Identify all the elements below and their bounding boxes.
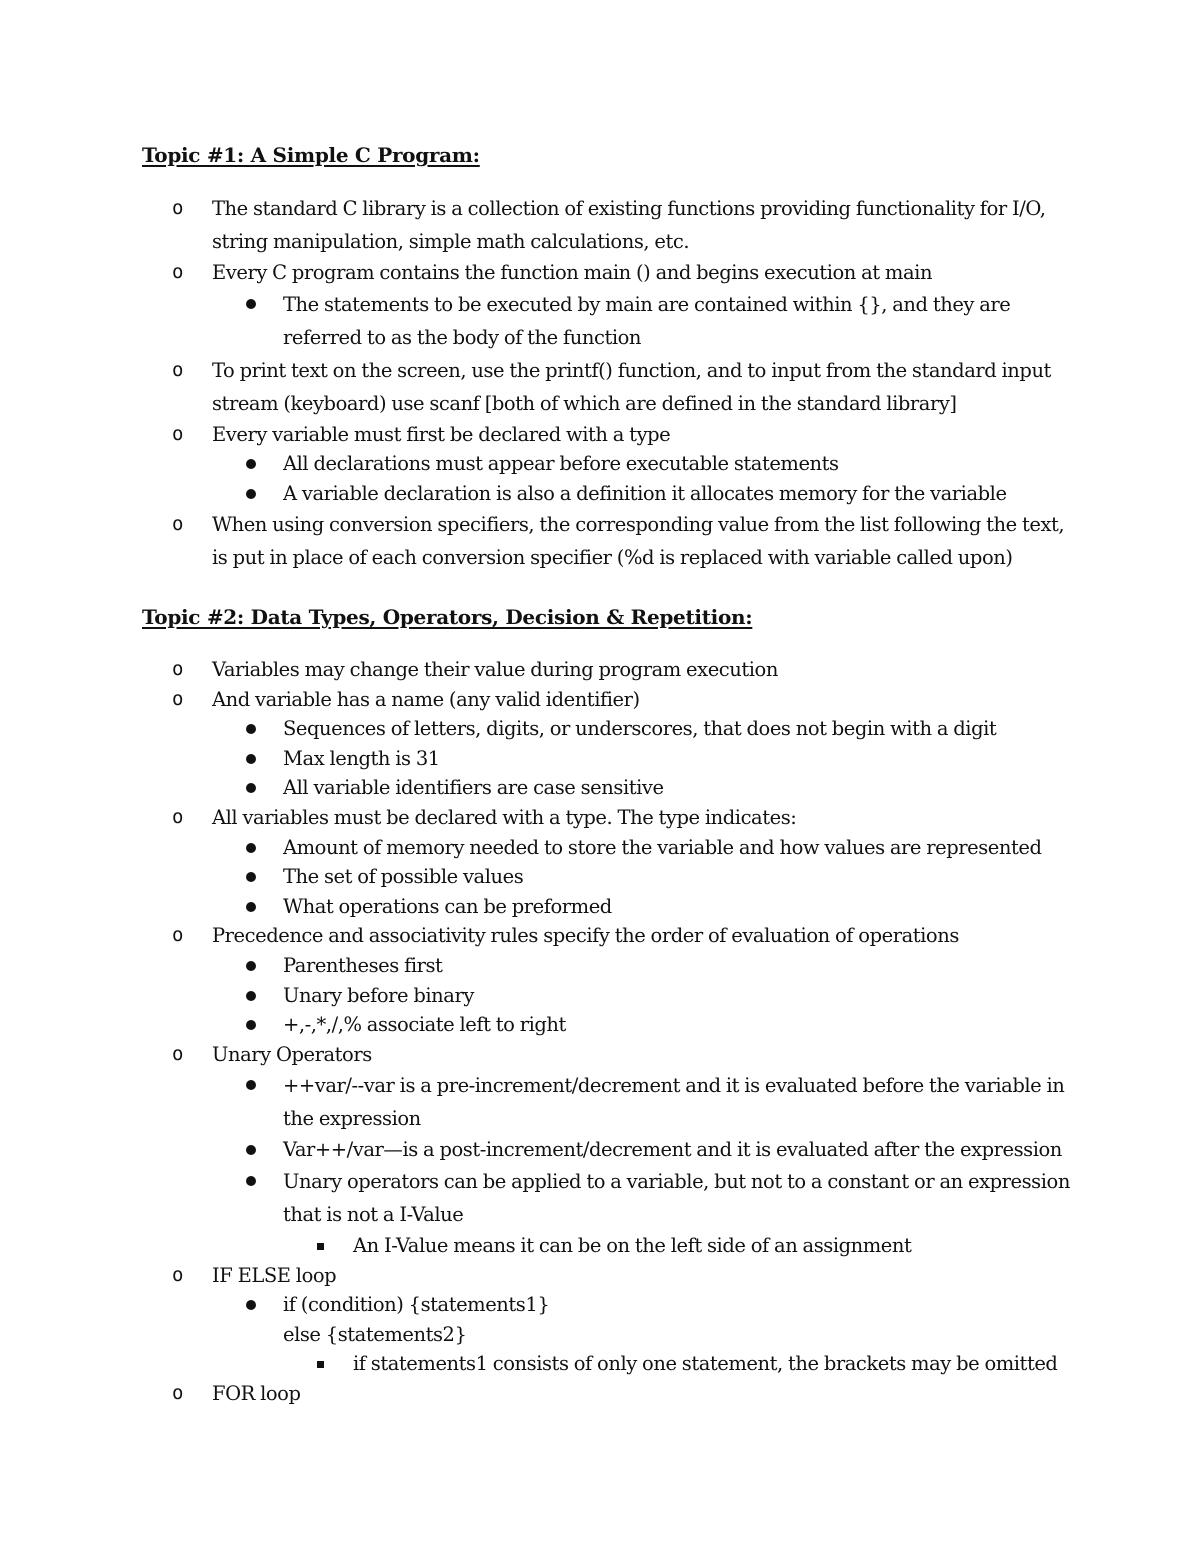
list-item [0,354,1066,420]
circle-bullet-icon: o [172,422,183,445]
list-item-text: Amount of memory needed to store the variable and how values are represented [283,835,1042,859]
filled-bullet-icon [246,754,256,764]
square-bullet-icon [317,1243,324,1250]
list-item [0,508,1066,574]
list-item-text: And variable has a name (any valid identifier) [212,687,640,711]
circle-bullet-icon: o [172,805,183,828]
list-item-text: Unary before binary [283,983,474,1007]
list-item-text: All variable identifiers are case sensitive [283,776,664,800]
circle-bullet-icon: o [172,197,183,219]
list-item-text: The standard C library is a collection of existing functions providing functionality for I/O, string manipulation, simple math calculations, etc. [212,197,1046,253]
list-item-text: Unary operators can be applied to a variable, but not to a constant or an expression that is not a I-Value [283,1169,1070,1226]
list-item [0,192,1066,258]
sub-list-item [0,288,1072,354]
list-item-text: Sequences of letters, digits, or underscores, that does not begin with a digit [283,717,997,741]
circle-bullet-icon: o [172,658,183,680]
topic-1-heading: Topic #1: A Simple C Program: [142,143,480,167]
circle-bullet-icon: o [172,358,183,381]
filled-bullet-icon [246,489,256,499]
sub-list-item [0,1135,1072,1165]
list-item-text: if statements1 consists of only one statement, the brackets may be omitted [353,1352,1058,1376]
sub-list-item [0,449,1072,479]
list-item-text: +,-,*,/,% associate left to right [283,1013,566,1037]
sub-sub-list-item [0,1349,1072,1379]
filled-bullet-icon [246,299,256,309]
topic-2-heading: Topic #2: Data Types, Operators, Decision & Repetition: [142,605,753,629]
circle-bullet-icon: o [172,924,183,947]
list-item-text: Parentheses first [283,953,443,977]
list-item-text: A variable declaration is also a definition it allocates memory for the variable [283,481,1007,505]
sub-list-item [0,951,1072,981]
circle-bullet-icon: o [172,1042,183,1065]
filled-bullet-icon [246,1020,256,1030]
list-item-text: if (condition) {statements1} [283,1293,550,1317]
filled-bullet-icon [246,1176,256,1186]
list-item [0,1261,1066,1291]
sub-list-item [0,714,1072,744]
list-item-text: Var++/var—is a post-increment/decrement and it is evaluated after the expression [283,1138,1062,1162]
sub-list-item [0,1010,1072,1040]
filled-bullet-icon [246,783,256,793]
list-item-text: ++var/--var is a pre-increment/decrement and it is evaluated before the variable in the expression [283,1074,1065,1131]
circle-bullet-icon: o [172,513,183,536]
list-item [0,1040,1066,1070]
filled-bullet-icon [246,459,256,469]
list-item [0,685,1066,715]
list-item-text: IF ELSE loop [212,1263,337,1287]
list-item-text: All declarations must appear before executable statements [283,452,839,476]
sub-list-item [0,773,1072,803]
list-item-text: Variables may change their value during program execution [212,658,778,681]
list-item-text: The set of possible values [283,865,524,889]
list-item-text: Every variable must first be declared with a type [212,422,671,446]
sub-list-item [0,981,1072,1011]
sub-list-item [0,833,1072,863]
filled-bullet-icon [246,1145,256,1155]
circle-bullet-icon: o [172,1263,183,1286]
list-item-text: An I-Value means it can be on the left side of an assignment [353,1233,912,1257]
list-item-text: Every C program contains the function main () and begins execution at main [212,261,933,284]
list-item [0,921,1066,951]
list-item-text: Precedence and associativity rules specify the order of evaluation of operations [212,924,959,948]
list-item-text: To print text on the screen, use the printf() function, and to input from the standard input stream (keyboard) use scanf [both of which are defined in the standard library] [212,358,1051,415]
list-item [0,803,1066,833]
circle-bullet-icon: o [172,261,183,283]
topic-2-list [0,655,1200,1408]
filled-bullet-icon [246,872,256,882]
topic-1-list [0,192,1200,574]
sub-list-item [0,1069,1072,1135]
filled-bullet-icon [246,1080,256,1090]
filled-bullet-icon [246,902,256,912]
circle-bullet-icon: o [172,687,183,710]
sub-list-item [0,1165,1072,1231]
sub-list-item [0,744,1072,774]
sub-list-item [0,892,1072,922]
sub-list-item [0,479,1072,509]
list-item-text: All variables must be declared with a type. The type indicates: [212,805,797,829]
filled-bullet-icon [246,843,256,853]
list-item [0,655,1066,685]
sub-list-item [0,862,1072,892]
filled-bullet-icon [246,1300,256,1310]
list-item-text: When using conversion specifiers, the corresponding value from the list following the text, is put in place of each conversion specifier (%d is replaced with variable called upon) [212,513,1065,570]
list-item-text: FOR loop [212,1381,301,1405]
continuation-line: else {statements2} [283,1322,467,1346]
list-item-text: The statements to be executed by main are contained within {}, and they are referred to as the body of the function [283,292,1011,349]
circle-bullet-icon: o [172,1381,183,1404]
list-item [0,258,1066,288]
filled-bullet-icon [246,724,256,734]
list-item-text: What operations can be preformed [283,894,612,918]
filled-bullet-icon [246,991,256,1001]
sub-list-item [0,1290,1072,1320]
list-item [0,420,1066,450]
list-item-text: Unary Operators [212,1042,372,1066]
list-item-text: Max length is 31 [283,746,440,770]
square-bullet-icon [317,1361,324,1368]
list-item [0,1379,1066,1409]
filled-bullet-icon [246,961,256,971]
sub-sub-list-item [0,1231,1072,1261]
